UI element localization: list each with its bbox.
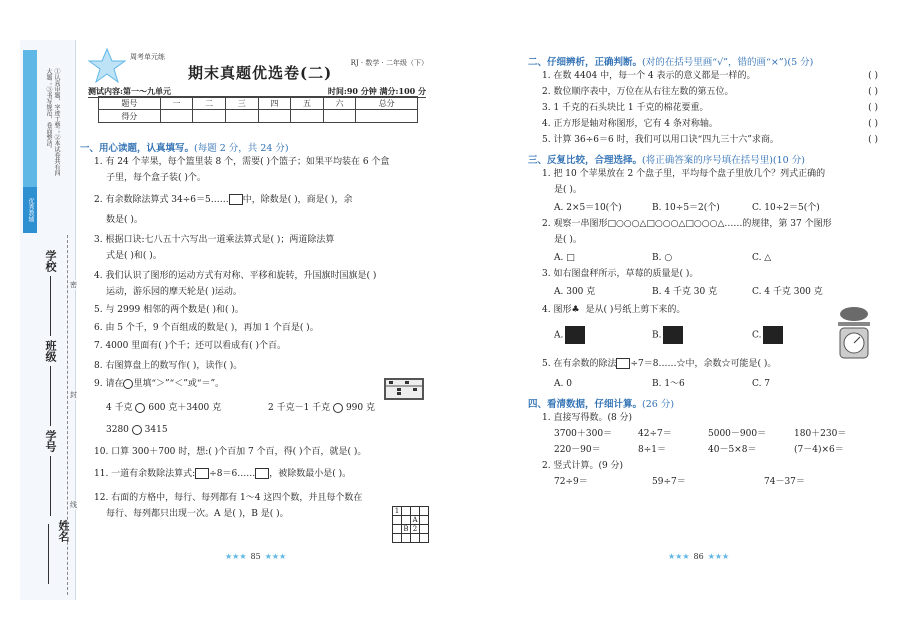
choice-4-text-a: 4. 图形 [542, 305, 572, 315]
score-input-cell[interactable] [323, 110, 356, 123]
question-9-text-b: 里填“＞”“＜”或“＝”。 [133, 379, 225, 389]
question-5: 5. 与 2999 相邻的两个数是( )和( )。 [94, 305, 244, 315]
score-input-cell[interactable] [258, 110, 291, 123]
score-header-cell: 三 [225, 97, 258, 110]
choice-5-text-a: 5. 在有余数的除法 [542, 359, 617, 369]
grid-cell: 1 [393, 507, 402, 516]
grade-label: RJ · 数学 · 二年级（下） [350, 59, 428, 67]
grid-cell [402, 516, 411, 525]
score-label-cell: 得分 [99, 110, 161, 123]
option-c[interactable]: C. △ [752, 253, 772, 263]
page-title: 期末真题优选卷(二) [188, 64, 333, 82]
compare-left: 3280 [106, 425, 129, 435]
choice-3: 3. 如右图盘秤所示，草莓的质量是( )。 [542, 269, 699, 279]
score-table [98, 96, 418, 123]
field-number [42, 430, 58, 516]
score-input-cell[interactable] [356, 110, 418, 123]
score-input-cell[interactable] [225, 110, 258, 123]
vertical-title: 2. 竖式计算。(9 分) [542, 461, 624, 471]
abacus-image [384, 378, 424, 400]
section-2-note: (对的在括号里画“√”，错的画“×”)(5 分) [642, 57, 814, 68]
test-scope: 测试内容:第一～九单元 [88, 86, 171, 96]
option-c[interactable]: C. 10÷2＝5(个) [752, 203, 820, 213]
choice-4-text-b: 是从( )号纸上剪下来的。 [585, 305, 686, 315]
grid-cell [420, 525, 429, 534]
calc-title: 1. 直接写得数。(8 分) [542, 413, 633, 423]
option-c[interactable]: C. 7 [752, 379, 771, 389]
flower-shape-icon: ♣ [571, 305, 580, 315]
grid-cell: 2 [411, 525, 420, 534]
score-header-cell: 六 [323, 97, 356, 110]
compare-circle[interactable] [132, 425, 142, 435]
seal-mark-xian: 线 [70, 501, 77, 509]
score-input-cell[interactable] [291, 110, 324, 123]
judge-5-paren[interactable]: ( ) [868, 135, 878, 145]
option-c[interactable]: C. 4 千克 300 克 [752, 287, 823, 297]
question-2-line-1 [94, 194, 353, 206]
vertical-item: 59÷7＝ [652, 477, 686, 487]
calc-item: 8÷1＝ [638, 445, 666, 455]
question-2-text-b: 中，除数是( )，商是( )，余 [242, 195, 353, 205]
grid-cell [420, 534, 429, 543]
question-1-line-2: 子里，每个盒子装( )个。 [106, 173, 206, 183]
section-4-note: (26 分) [642, 399, 675, 410]
question-12-line-1: 12. 右面的方格中，每行、每列都有 1～4 这四个数，并且每个数在 [94, 493, 363, 503]
section-3-title: 三、反复比较，合理选择。 [528, 155, 643, 166]
judge-2-paren[interactable]: ( ) [868, 87, 878, 97]
section-2-title: 二、仔细辨析，正确判断。 [528, 57, 643, 68]
question-11-text-b: ÷8＝6…… [209, 469, 256, 479]
binder-notes: ①认真审题，字迹工整；②本试卷共有四大题；③书写规范，卷面整洁。 [45, 68, 60, 176]
calc-item: 3700＋300＝ [554, 429, 613, 439]
compare-circle[interactable] [333, 403, 343, 413]
calc-item: 40－5×8＝ [708, 445, 757, 455]
page-number-value: 86 [693, 552, 704, 561]
question-7: 7. 4000 里面有( )个千；还可以看成有( )个百。 [94, 341, 286, 351]
question-2-text-a: 2. 有余数除法算式 34÷6＝5…… [94, 195, 229, 205]
calc-item: (7－4)×6＝ [794, 445, 844, 455]
question-11 [94, 468, 351, 480]
option-a-label: A. [554, 330, 564, 341]
calc-item: 5000－900＝ [708, 429, 767, 439]
paper-b-icon [663, 326, 683, 344]
judge-2: 2. 数位顺序表中，万位在从右往左数的第五位。 [542, 87, 734, 97]
grid-cell [411, 534, 420, 543]
option-b[interactable]: B. 10÷5＝2(个) [652, 203, 720, 213]
question-8: 8. 右图算盘上的数写作( )，读作( )。 [94, 361, 243, 371]
paper-a-icon [565, 326, 585, 344]
section-4-heading [528, 396, 674, 410]
answer-box[interactable] [616, 358, 630, 369]
page-number-value: 85 [250, 552, 261, 561]
grid-cell [411, 507, 420, 516]
seal-mark-feng: 封 [70, 391, 77, 399]
choice-2-line-1: 2. 观察一串图形□○○○△□○○○△□○○○△……的规律，第 37 个图形 [542, 219, 832, 229]
question-4-line-1: 4. 我们认识了图形的运动方式有对称、平移和旋转，升国旗时国旗是( ) [94, 271, 377, 281]
option-c-label: C. [752, 330, 762, 341]
question-2-line-2: 数是( )。 [106, 215, 143, 225]
compare-right: 990 克 [345, 403, 375, 413]
field-school-label: 学校 [44, 250, 57, 272]
field-name-label: 姓名 [57, 520, 70, 542]
choice-1-line-2: 是( )。 [554, 185, 582, 195]
question-9-item-3 [106, 424, 168, 436]
score-header-cell: 四 [258, 97, 291, 110]
grid-cell: A [412, 516, 418, 524]
question-11-text-c: ，被除数最小是( )。 [269, 469, 352, 479]
compare-right: 3415 [144, 425, 168, 435]
abacus-icon [386, 380, 422, 398]
score-input-cell[interactable] [160, 110, 193, 123]
question-1-line-1: 1. 有 24 个苹果，每个篮里装 8 个，需要( )个篮子；如果平均装在 6 个盒 [94, 157, 390, 167]
option-b[interactable]: B. 1～6 [652, 379, 685, 389]
choice-2-line-2: 是( )。 [554, 235, 582, 245]
section-1-heading [80, 140, 289, 154]
grid-cell [393, 525, 402, 534]
section-1-title: 一、用心读题，认真填写。 [80, 143, 195, 154]
section-3-heading [528, 152, 805, 166]
field-class [42, 340, 58, 426]
compare-circle[interactable] [135, 403, 145, 413]
option-b[interactable]: B. 4 千克 30 克 [652, 287, 718, 297]
judge-1: 1. 在数 4404 中，每一个 4 表示的意义都是一样的。 [542, 71, 756, 81]
right-page [528, 40, 878, 600]
calc-item: 42÷7＝ [638, 429, 672, 439]
scale-with-strawberries-image [830, 306, 878, 362]
option-c[interactable] [752, 326, 783, 344]
score-header-cell: 一 [160, 97, 193, 110]
score-header-cell: 总分 [356, 97, 418, 110]
field-number-label: 学号 [44, 430, 57, 452]
section-1-note: (每题 2 分，共 24 分) [194, 143, 289, 154]
question-11-text-a: 11. 一道有余数除法算式: [94, 469, 196, 479]
choice-1-line-1: 1. 把 10 个苹果放在 2 个盘子里，平均每个盘子里放几个？列式正确的 [542, 169, 826, 179]
option-a[interactable] [554, 326, 585, 344]
grid-cell [420, 507, 429, 516]
question-6: 6. 由 5 个千，9 个百组成的数是( )，再加 1 个百是( )。 [94, 323, 319, 333]
left-page [80, 40, 440, 600]
judge-5: 5. 计算 36÷6＝6 时，我们可以用口诀“四九三十六”求商。 [542, 135, 779, 145]
grid-cell [393, 516, 402, 525]
answer-box[interactable] [229, 194, 243, 205]
binder-color-strip [23, 50, 37, 195]
question-12-line-2: 每行、每列都只出现一次。A 是( )，B 是( )。 [106, 509, 289, 519]
judge-3-paren[interactable]: ( ) [868, 103, 878, 113]
section-3-note: (将正确答案的序号填在括号里)(10 分) [642, 155, 805, 166]
binder-margin [20, 40, 76, 600]
time-score: 时间:90 分钟 满分:100 分 [327, 86, 426, 96]
grid-cell [393, 534, 402, 543]
judge-3: 3. 1 千克的石头块比 1 千克的棉花要重。 [542, 103, 709, 113]
grid-cell [402, 534, 411, 543]
question-3-line-2: 式是( )和( )。 [106, 251, 162, 261]
question-10: 10. 口算 300＋700 时，想:( )个百加 7 个百，得( )个百，就是( )。 [94, 447, 367, 457]
option-b-label: B. [652, 330, 662, 341]
latin-square-grid [392, 506, 429, 543]
choice-4 [542, 304, 685, 316]
option-a[interactable]: A. 2×5＝10(个) [554, 203, 622, 213]
calc-item: 180＋230＝ [794, 429, 847, 439]
answer-box[interactable] [255, 468, 269, 479]
choice-5-text-b: ÷7＝8……☆中，余数☆可能是( )。 [630, 359, 777, 369]
grid-cell [402, 507, 411, 516]
question-9-item-1 [106, 402, 221, 414]
vertical-item: 72÷9＝ [554, 477, 588, 487]
grid-cell: B [403, 525, 409, 533]
question-4-line-2: 运动，游乐园的摩天轮是( )运动。 [106, 287, 242, 297]
field-school [42, 250, 58, 336]
field-class-label: 班级 [44, 340, 57, 362]
page-number-right: ★★★ 86 ★★★ [668, 552, 730, 561]
question-9-text-a: 9. 请在 [94, 379, 124, 389]
calc-item: 220－90＝ [554, 445, 601, 455]
score-header-cell: 二 [193, 97, 226, 110]
compare-left: 4 千克 [106, 403, 133, 413]
option-a[interactable]: A. 300 克 [554, 287, 596, 297]
brand-label: 周考单元练 [130, 53, 165, 61]
score-input-cell[interactable] [193, 110, 226, 123]
judge-4-paren[interactable]: ( ) [868, 119, 878, 129]
score-header-cell: 题号 [99, 97, 161, 110]
choice-5 [542, 358, 776, 370]
question-3-line-1: 3. 根据口诀:七八五十六写出一道乘法算式是( )；两道除法算 [94, 235, 335, 245]
page-number-left: ★★★ 85 ★★★ [225, 552, 287, 561]
option-a[interactable]: A. 0 [554, 379, 572, 389]
paper-c-icon [763, 326, 783, 344]
binder-badge: 优秀教辅 [23, 187, 37, 233]
score-header-cell: 五 [291, 97, 324, 110]
judge-4: 4. 正方形是轴对称图形，它有 4 条对称轴。 [542, 119, 718, 129]
section-2-heading [528, 54, 813, 68]
star-logo-icon [88, 48, 126, 84]
option-b[interactable]: B. ○ [652, 253, 673, 263]
page-header [88, 48, 428, 84]
answer-box[interactable] [195, 468, 209, 479]
option-b[interactable] [652, 326, 683, 344]
compare-left: 2 千克－1 千克 [268, 403, 331, 413]
grid-cell [420, 516, 429, 525]
compare-right: 600 克＋3400 克 [148, 403, 222, 413]
judge-1-paren[interactable]: ( ) [868, 71, 878, 81]
question-9-item-2 [268, 402, 375, 414]
question-9-line-1 [94, 378, 224, 390]
seal-mark-mi: 密 [70, 281, 77, 289]
vertical-item: 74－37＝ [764, 477, 805, 487]
compare-circle[interactable] [123, 379, 133, 389]
seal-line [67, 235, 68, 595]
section-4-title: 四、看清数据，仔细计算。 [528, 399, 643, 410]
option-a[interactable]: A. □ [554, 253, 575, 263]
